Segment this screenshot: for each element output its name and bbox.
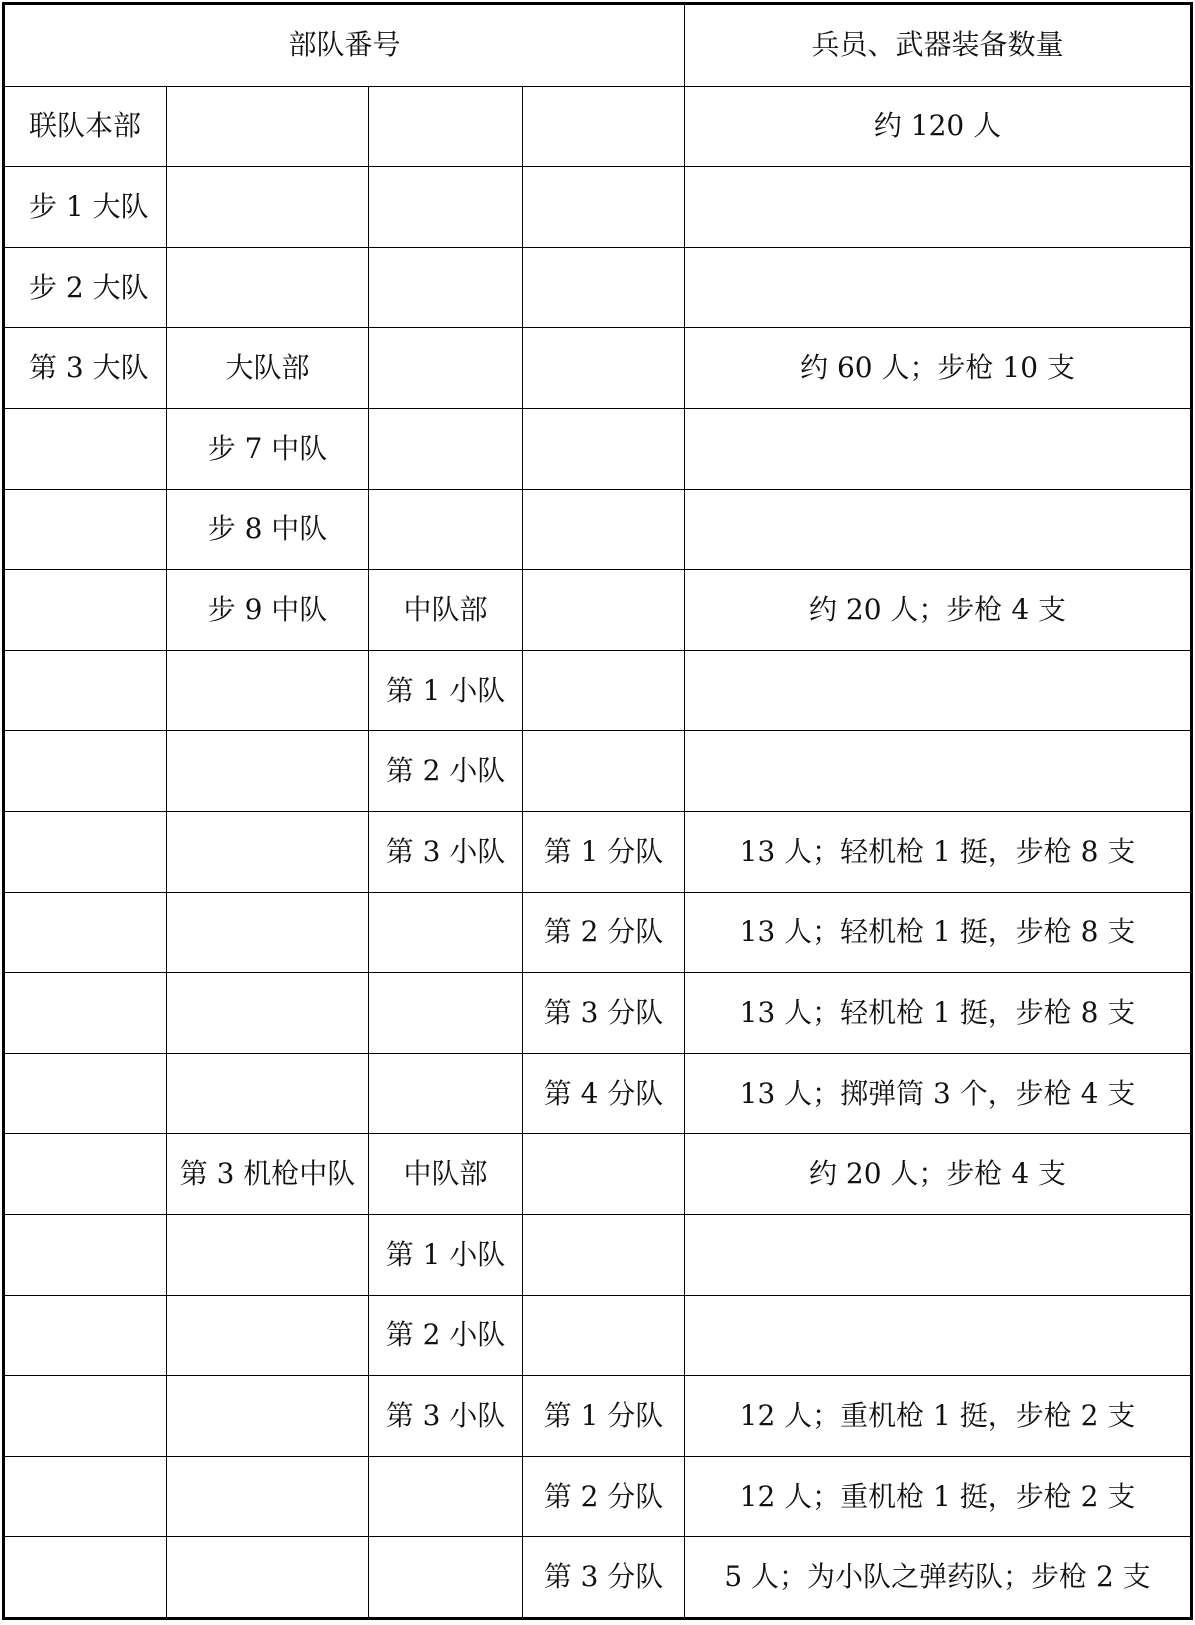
cell-platoon-level [523, 247, 685, 328]
cell-strength-equipment: 13 人；轻机枪 1 挺，步枪 8 支 [685, 973, 1192, 1054]
cell-regiment-level [4, 1295, 167, 1376]
cell-strength-equipment: 约 60 人；步枪 10 支 [685, 328, 1192, 409]
cell-strength-equipment: 约 120 人 [685, 86, 1192, 167]
cell-strength-equipment: 12 人；重机枪 1 挺，步枪 2 支 [685, 1456, 1192, 1537]
cell-strength-equipment: 12 人；重机枪 1 挺，步枪 2 支 [685, 1376, 1192, 1457]
table-row [4, 489, 1192, 570]
cell-battalion-level [167, 247, 369, 328]
cell-strength-equipment [685, 247, 1192, 328]
cell-company-level: 第 1 小队 [369, 650, 523, 731]
cell-battalion-level [167, 811, 369, 892]
cell-regiment-level [4, 731, 167, 812]
cell-platoon-level [523, 1134, 685, 1215]
cell-company-level: 第 2 小队 [369, 731, 523, 812]
cell-battalion-level [167, 1376, 369, 1457]
cell-platoon-level [523, 1295, 685, 1376]
cell-strength-equipment [685, 167, 1192, 248]
cell-company-level [369, 167, 523, 248]
cell-battalion-level: 步 7 中队 [167, 408, 369, 489]
table-row [4, 973, 1192, 1054]
table-row [4, 1456, 1192, 1537]
table-row [4, 86, 1192, 167]
cell-battalion-level [167, 650, 369, 731]
cell-battalion-level [167, 167, 369, 248]
cell-regiment-level [4, 1456, 167, 1537]
cell-platoon-level [523, 408, 685, 489]
cell-company-level [369, 892, 523, 973]
header-personnel-weapons: 兵员、武器装备数量 [685, 4, 1192, 87]
cell-battalion-level: 步 8 中队 [167, 489, 369, 570]
cell-battalion-level [167, 1295, 369, 1376]
cell-strength-equipment [685, 489, 1192, 570]
cell-strength-equipment [685, 1295, 1192, 1376]
cell-strength-equipment: 5 人；为小队之弹药队；步枪 2 支 [685, 1537, 1192, 1619]
cell-company-level: 第 1 小队 [369, 1214, 523, 1295]
cell-platoon-level [523, 167, 685, 248]
table-row [4, 247, 1192, 328]
cell-battalion-level: 大队部 [167, 328, 369, 409]
cell-company-level [369, 247, 523, 328]
table-row [4, 1295, 1192, 1376]
table-row [4, 1134, 1192, 1215]
cell-regiment-level [4, 650, 167, 731]
cell-regiment-level [4, 1537, 167, 1619]
cell-battalion-level [167, 1053, 369, 1134]
cell-platoon-level: 第 1 分队 [523, 811, 685, 892]
cell-platoon-level [523, 570, 685, 651]
cell-strength-equipment [685, 731, 1192, 812]
cell-regiment-level [4, 811, 167, 892]
cell-regiment-level [4, 1376, 167, 1457]
cell-strength-equipment [685, 1214, 1192, 1295]
cell-battalion-level [167, 973, 369, 1054]
cell-regiment-level: 步 1 大队 [4, 167, 167, 248]
cell-regiment-level [4, 489, 167, 570]
cell-battalion-level [167, 1456, 369, 1537]
table-row [4, 1214, 1192, 1295]
cell-strength-equipment [685, 650, 1192, 731]
cell-regiment-level [4, 1134, 167, 1215]
cell-strength-equipment: 约 20 人；步枪 4 支 [685, 570, 1192, 651]
table-row [4, 811, 1192, 892]
cell-platoon-level: 第 3 分队 [523, 973, 685, 1054]
cell-regiment-level [4, 892, 167, 973]
cell-strength-equipment: 13 人；掷弹筒 3 个，步枪 4 支 [685, 1053, 1192, 1134]
cell-company-level [369, 1537, 523, 1619]
cell-strength-equipment: 约 20 人；步枪 4 支 [685, 1134, 1192, 1215]
cell-platoon-level: 第 3 分队 [523, 1537, 685, 1619]
header-unit-designation: 部队番号 [4, 4, 685, 87]
table-row [4, 731, 1192, 812]
table-row [4, 328, 1192, 409]
table-row [4, 570, 1192, 651]
cell-strength-equipment: 13 人；轻机枪 1 挺，步枪 8 支 [685, 811, 1192, 892]
cell-platoon-level: 第 2 分队 [523, 892, 685, 973]
cell-regiment-level [4, 570, 167, 651]
cell-company-level: 中队部 [369, 570, 523, 651]
cell-platoon-level: 第 1 分队 [523, 1376, 685, 1457]
cell-strength-equipment [685, 408, 1192, 489]
cell-regiment-level: 步 2 大队 [4, 247, 167, 328]
table-row [4, 892, 1192, 973]
cell-battalion-level [167, 86, 369, 167]
cell-platoon-level [523, 731, 685, 812]
table-row [4, 1376, 1192, 1457]
cell-company-level [369, 1456, 523, 1537]
cell-platoon-level: 第 2 分队 [523, 1456, 685, 1537]
cell-battalion-level [167, 1537, 369, 1619]
cell-regiment-level [4, 973, 167, 1054]
cell-battalion-level [167, 1214, 369, 1295]
cell-company-level [369, 86, 523, 167]
cell-platoon-level: 第 4 分队 [523, 1053, 685, 1134]
cell-company-level [369, 328, 523, 409]
table-row [4, 408, 1192, 489]
cell-company-level: 第 3 小队 [369, 811, 523, 892]
cell-battalion-level: 步 9 中队 [167, 570, 369, 651]
cell-battalion-level [167, 731, 369, 812]
table-row [4, 1537, 1192, 1619]
table-row [4, 1053, 1192, 1134]
cell-regiment-level [4, 1053, 167, 1134]
cell-company-level [369, 489, 523, 570]
cell-platoon-level [523, 328, 685, 409]
cell-battalion-level [167, 892, 369, 973]
header-row [4, 4, 1192, 87]
cell-battalion-level: 第 3 机枪中队 [167, 1134, 369, 1215]
unit-organization-table [2, 2, 1193, 1620]
cell-company-level [369, 1053, 523, 1134]
table-body [4, 4, 1192, 1619]
cell-company-level [369, 973, 523, 1054]
cell-platoon-level [523, 489, 685, 570]
cell-company-level [369, 408, 523, 489]
cell-platoon-level [523, 650, 685, 731]
cell-regiment-level: 联队本部 [4, 86, 167, 167]
cell-platoon-level [523, 86, 685, 167]
cell-platoon-level [523, 1214, 685, 1295]
cell-company-level: 第 2 小队 [369, 1295, 523, 1376]
cell-company-level: 中队部 [369, 1134, 523, 1215]
cell-regiment-level: 第 3 大队 [4, 328, 167, 409]
cell-regiment-level [4, 408, 167, 489]
cell-strength-equipment: 13 人；轻机枪 1 挺，步枪 8 支 [685, 892, 1192, 973]
table-row [4, 650, 1192, 731]
cell-regiment-level [4, 1214, 167, 1295]
cell-company-level: 第 3 小队 [369, 1376, 523, 1457]
table-row [4, 167, 1192, 248]
